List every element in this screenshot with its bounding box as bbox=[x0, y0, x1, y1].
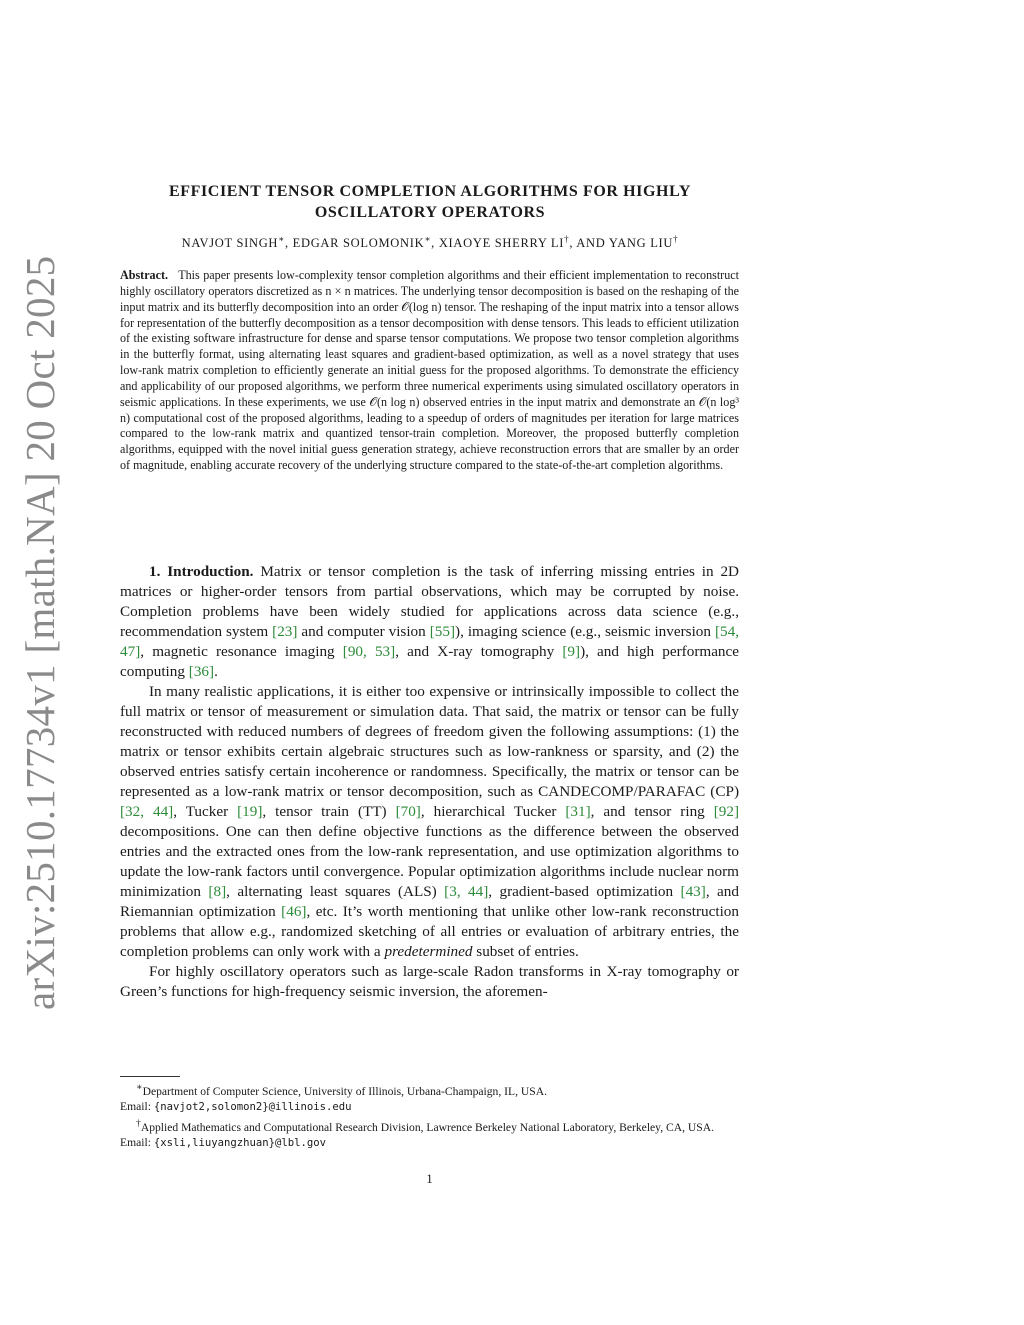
emphasis-text: predetermined bbox=[384, 943, 473, 960]
footnote-mark: ∗ bbox=[136, 1082, 143, 1093]
author-name: EDGAR SOLOMONIK bbox=[292, 236, 425, 251]
citation: [43] bbox=[680, 883, 706, 900]
footnotes bbox=[120, 1080, 739, 1152]
footnote-text: Applied Mathematics and Computational Research Division, Lawrence Berkeley National Laboratory, Berkeley, CA, USA. bbox=[140, 1120, 715, 1134]
author-affiliation-mark: ∗ bbox=[278, 234, 285, 244]
author-name: XIAOYE SHERRY LI bbox=[438, 236, 565, 251]
footnote-email-line bbox=[120, 1135, 739, 1152]
footnote-affiliation bbox=[120, 1080, 739, 1099]
introduction-section bbox=[120, 562, 739, 1002]
citation: [70] bbox=[395, 803, 421, 820]
footnote-text: Department of Computer Science, University of Illinois, Urbana-Champaign, IL, USA. bbox=[142, 1084, 547, 1098]
paragraph bbox=[120, 682, 739, 962]
author-name: NAVJOT SINGH bbox=[181, 236, 279, 251]
footnote-email: {navjot2,solomon2}@illinois.edu bbox=[153, 1101, 352, 1114]
body-text: , and tensor ring bbox=[590, 803, 714, 820]
citation: [31] bbox=[565, 803, 591, 820]
footnote-divider bbox=[120, 1076, 180, 1077]
footnote-affiliation bbox=[120, 1116, 739, 1135]
citation: [8] bbox=[208, 883, 227, 900]
author-name: YANG LIU bbox=[608, 236, 674, 251]
footnote-email-label: Email: bbox=[120, 1136, 154, 1150]
body-text: , hierarchical Tucker bbox=[420, 803, 566, 820]
arxiv-identifier-stamp: arXiv:2510.17734v1 [math.NA] 20 Oct 2025 bbox=[17, 255, 63, 1010]
body-text: For highly oscillatory operators such as large-scale Radon transforms in X-ray tomography or Green’s functions for high-frequency seismic inversion, the aforemen- bbox=[120, 963, 739, 1000]
body-text: , Tucker bbox=[173, 803, 238, 820]
paragraph bbox=[120, 962, 739, 1002]
citation: [36] bbox=[188, 663, 215, 680]
body-text: and computer vision bbox=[297, 623, 430, 640]
citation: [23] bbox=[272, 623, 298, 640]
body-text: Matrix or tensor completion is the task of inferring missing entries in 2D matrices or higher-order tensors from partial observations, which may be corrupted by noise. Completion problems have been widely studied for applications across data science (e.g., recommendation system bbox=[120, 563, 740, 640]
abstract-text: This paper presents low-complexity tensor completion algorithms and their efficient implementation to reconstruct highly oscillatory operators discretized as n × n matrices. The underlying tensor decomposition is based on the reshaping of the input matrix and its butterfly decomposition into an order 𝒪(log n) tensor. The reshaping of the input matrix into a tensor allows for representation of the butterfly decomposition as a tensor decomposition with dense tensors. This leads to efficient utilization of the existing software infrastructure for dense and sparse tensor computations. We propose two tensor completion algorithms in the butterfly format, using alternating least squares and gradient-based optimization, as well as a novel strategy that uses low-rank matrix completion to efficiently generate an initial guess for the proposed algorithms. To demonstrate the efficiency and applicability of our proposed algorithms, we perform three numerical experiments using simulated oscillatory operators in seismic applications. In these experiments, we use 𝒪(n log n) observed entries in the input matrix and demonstrate an 𝒪(n log³ n) computational cost of the proposed algorithms, leading to a speedup of orders of magnitudes per iteration for large matrices compared to the low-rank matrix and quantized tensor-train completion. Moreover, the proposed butterfly completion algorithms, equipped with the novel initial guess generation strategy, achieve reconstruction errors that are smaller by an order of magnitude, enabling accurate recovery of the underlying structure compared to the state-of-the-art completion algorithms. bbox=[120, 268, 739, 473]
citation: [3, 44] bbox=[444, 883, 489, 900]
body-text: , gradient-based optimization bbox=[488, 883, 681, 900]
abstract bbox=[120, 268, 739, 474]
footnote-mark: † bbox=[136, 1117, 141, 1129]
footnote-email-line bbox=[120, 1099, 739, 1116]
body-text: . bbox=[214, 663, 218, 680]
paper-title: EFFICIENT TENSOR COMPLETION ALGORITHMS FOR HIGHLY OSCILLATORY OPERATORS bbox=[168, 183, 692, 221]
citation: [46] bbox=[281, 903, 307, 920]
paragraph bbox=[120, 562, 739, 682]
author-affiliation-mark: † bbox=[564, 234, 570, 244]
section-heading: 1. Introduction. bbox=[149, 563, 254, 580]
body-text: , and X-ray tomography bbox=[395, 643, 563, 660]
footnote-email-label: Email: bbox=[120, 1100, 154, 1114]
citation: [19] bbox=[237, 803, 263, 820]
citation: [90, 53] bbox=[342, 643, 396, 660]
body-text: , etc. It’s worth mentioning that unlike other low-rank reconstruction problems that allow e.g., randomized sketching of all entries or evaluation of arbitrary entries, the completion problems can only work with a bbox=[120, 903, 739, 960]
citation: [9] bbox=[562, 643, 581, 660]
citation: [92] bbox=[713, 803, 740, 820]
body-text: subset of entries. bbox=[472, 943, 579, 960]
author-separator: , AND bbox=[569, 236, 609, 251]
body-text: In many realistic applications, it is either too expensive or intrinsically impossible to collect the full matrix or tensor of measurement or simulation data. That said, the matrix or tensor can be fully reconstructed with reduced numbers of degrees of freedom given the following assumptions: (1) the matrix or tensor exhibits certain algebraic structures such as low-rankness or sparsity, and (2) the observed entries satisfy certain incoherence or randomness. Specifically, the matrix or tensor can be represented as a low-rank matrix or tensor decomposition, such as CANDECOMP/PARAFAC (CP) bbox=[120, 683, 739, 800]
author-affiliation-mark: ∗ bbox=[424, 234, 432, 244]
body-text: ), and high performance computing bbox=[120, 643, 740, 680]
author-affiliation-mark: † bbox=[673, 234, 679, 244]
body-text: , magnetic resonance imaging bbox=[140, 643, 343, 660]
author-list bbox=[120, 234, 740, 251]
footnote-email: {xsli,liuyangzhuan}@lbl.gov bbox=[153, 1137, 327, 1150]
author-separator: , bbox=[284, 236, 293, 251]
body-text: , alternating least squares (ALS) bbox=[226, 883, 445, 900]
page-number: 1 bbox=[426, 1171, 433, 1186]
body-text: , tensor train (TT) bbox=[262, 803, 396, 820]
citation: [54, 47] bbox=[120, 623, 739, 660]
author-separator: , bbox=[431, 236, 439, 251]
citation: [32, 44] bbox=[120, 803, 174, 820]
body-text: , and Riemannian optimization bbox=[120, 883, 739, 920]
body-text: ), imaging science (e.g., seismic inversion bbox=[455, 623, 715, 640]
abstract-label: Abstract. bbox=[120, 268, 169, 282]
body-text: decompositions. One can then define objective functions as the difference between the observed entries and the extracted ones from the low-rank representation, and use optimization algorithms to update the low-rank factors until convergence. Popular optimization algorithms include nuclear norm minimization bbox=[120, 823, 739, 900]
citation: [55] bbox=[429, 623, 456, 640]
